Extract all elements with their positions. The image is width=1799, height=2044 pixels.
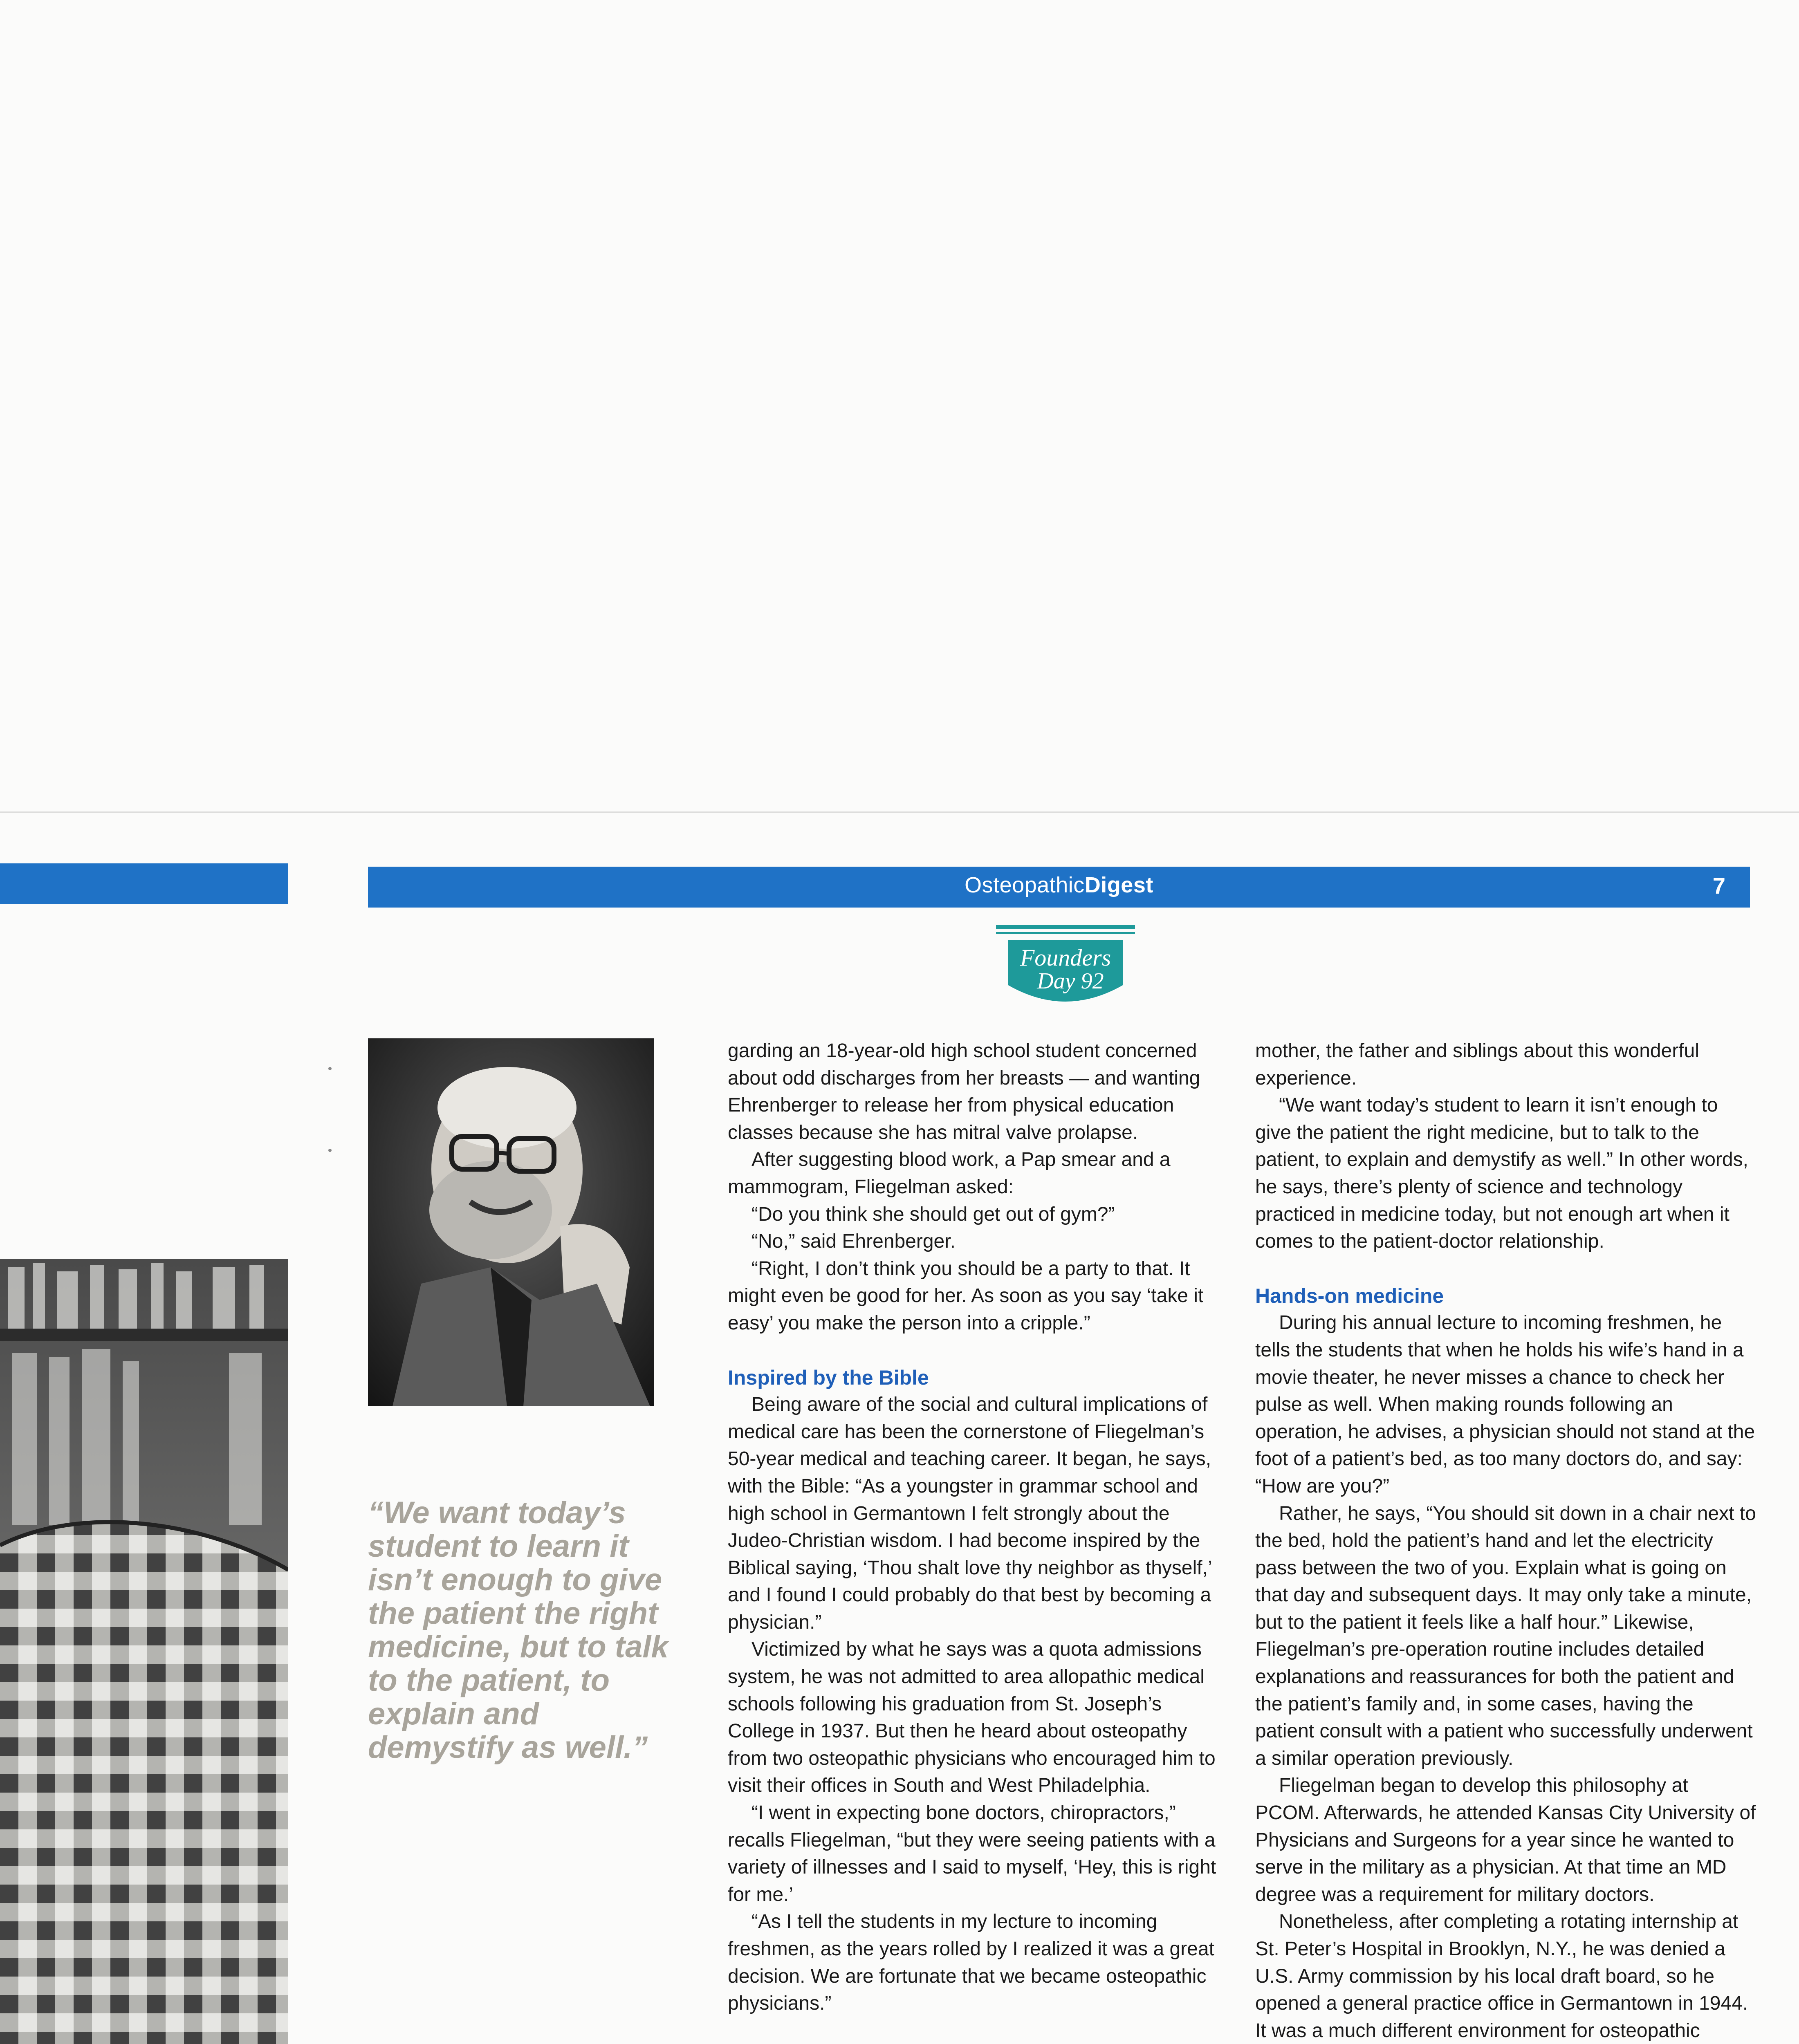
page-number: 7	[1712, 873, 1725, 899]
body-paragraph: Nonetheless, after completing a rotating internship at St. Peter’s Hospital in Brooklyn, N.Y., he was denied a U.S. Army commission by his local draft board, so he opened a general practice office in Germantown in 1944. It was a much different environment for osteopathic	[1255, 1911, 1748, 2042]
section-heading: Inspired by the Bible	[728, 1366, 929, 1389]
body-paragraph: mother, the father and siblings about this wonderful experience.	[1255, 1040, 1699, 1089]
body-paragraph: Victimized by what he says was a quota admissions system, he was not admitted to area allopathic medical schools following his graduation from St. Joseph’s College in 1937. But then he heard about osteopathy from two osteopathic physicians who encouraged him to visit their offices in South and West Philadelphia.	[728, 1638, 1216, 1797]
badge-line1: Founders	[1020, 944, 1111, 971]
body-paragraph: Being aware of the social and cultural implications of medical care has been the cornerstone of Fliegelman’s 50-year medical and teaching career. It began, he says, with the Bible: “As a youngster in grammar school and high school in Germantown I felt strongly about the Judeo-Christian wisdom. I had become inspired by the Biblical saying, ‘Thou shalt love thy neighbor as thyself,’ and I found I could probably do that best by becoming a physician.”	[728, 1394, 1211, 1633]
body-paragraph: During his annual lecture to incoming freshmen, he tells the students that when he holds his wife’s hand in a movie theater, he never misses a chance to check her pulse as well. When making rounds following an operation, he advises, a physician should not stand at the foot of a patient’s bed, as too many doctors do, and say: “How are you?”	[1255, 1312, 1755, 1497]
badge-line2: Day 92	[1037, 968, 1104, 994]
masthead-bar	[368, 867, 1750, 908]
left-page-header-bar	[0, 863, 288, 904]
body-paragraph: “I went in expecting bone doctors, chiropractors,” recalls Fliegelman, “but they were seeing patients with a variety of illnesses and I said to myself, ‘Hey, this is right for me.’	[728, 1802, 1216, 1905]
section-gap	[728, 1337, 1230, 1364]
photo-bookshelf-plaid-shirt	[0, 1259, 288, 2044]
section-gap	[728, 2017, 1230, 2044]
body-paragraph: “Right, I don’t think you should be a party to that. It might even be good for her. As soon as you say ‘take it easy’ you make the person into a cripple.”	[728, 1257, 1204, 1334]
body-paragraph: Rather, he says, “You should sit down in a chair next to the bed, hold the patient’s hand and let the electricity pass between the two of you. Explain what is going on that day and subsequent days. It may only take a minute, but to the patient it feels like a half hour.” Likewise, Fliegelman’s pre-operation routine includes detailed explanations and reassurances for both the patient and the patient’s family and, in some cases, having the patient consult with a patient who successfully underwent a similar operation previously.	[1255, 1502, 1756, 1769]
portrait-photo-smiling	[368, 1038, 654, 1406]
section-gap	[1255, 1255, 1757, 1282]
founders-day-badge	[996, 920, 1135, 1010]
body-paragraph: “Do you think she should get out of gym?”	[751, 1203, 1115, 1225]
founders-day-logo-icon	[996, 920, 1135, 1010]
registration-dot	[328, 1149, 332, 1152]
article-column-right	[1255, 1038, 1757, 2044]
pull-quote: “We want today’s student to learn it isn’t enough to give the patient the right medicine, but to talk to the patient, to explain and demystify as well.”	[368, 1495, 668, 1765]
left-page-photo	[0, 1259, 288, 2044]
body-paragraph: “We want today’s student to learn it isn’t enough to give the patient the right medicine, but to talk to the patient, to explain and demystify as well.” In other words, he says, there’s plenty of science and technology practiced in medicine today, but not enough art when it comes to the patient-doctor relationship.	[1255, 1094, 1748, 1253]
body-paragraph: “No,” said Ehrenberger.	[751, 1230, 956, 1253]
body-paragraph: After suggesting blood work, a Pap smear and a mammogram, Fliegelman asked:	[728, 1149, 1171, 1198]
body-paragraph: “As I tell the students in my lecture to incoming freshmen, as the years rolled by I realized it was a great decision. We are fortunate that we became osteopathic physicians.”	[728, 1911, 1214, 2015]
article-column-middle	[728, 1038, 1230, 2044]
section-heading: Hands-on medicine	[1255, 1284, 1444, 1307]
body-paragraph: garding an 18-year-old high school student concerned about odd discharges from her breasts — and wanting Ehrenberger to release her from physical education classes because she has mitral valve prolapse.	[728, 1040, 1200, 1143]
registration-dot	[328, 1067, 332, 1070]
publication-title: OsteopathicDigest	[965, 873, 1153, 897]
body-paragraph: Fliegelman began to develop this philosophy at PCOM. Afterwards, he attended Kansas City University of Physicians and Surgeons for a year since he wanted to serve in the military as a physician. At that time an MD degree was a requirement for military doctors.	[1255, 1775, 1756, 1905]
page-fold-edge	[0, 811, 1799, 813]
